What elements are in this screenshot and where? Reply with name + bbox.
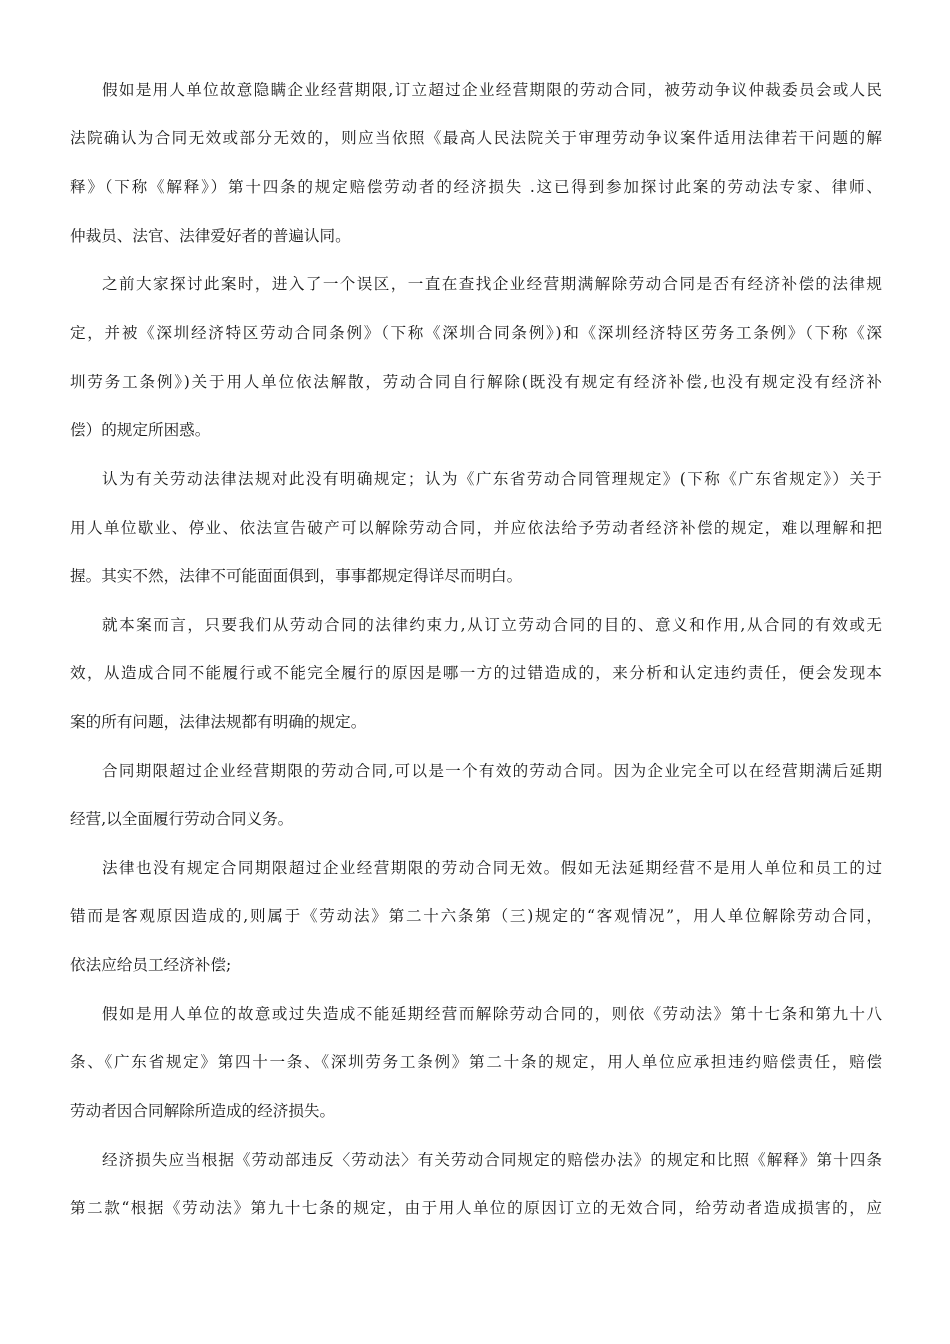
paragraph-line: 圳劳务工条例》)关于用人单位依法解散，劳动合同自行解除(既没有规定有经济补偿,也没有规定没有经济补 xyxy=(70,373,882,391)
paragraph-line: 认为有关劳动法律法规对此没有明确规定；认为《广东省劳动合同管理规定》(下称《广东省规定》）关于 xyxy=(102,470,882,488)
paragraph-line: 错而是客观原因造成的,则属于《劳动法》第二十六条第（三)规定的“客观情况”，用人单位解除劳动合同， xyxy=(70,907,882,925)
paragraph-line: 之前大家探讨此案时，进入了一个误区，一直在查找企业经营期满解除劳动合同是否有经济补偿的法律规 xyxy=(102,275,882,293)
paragraph-line: 依法应给员工经济补偿; xyxy=(70,956,232,974)
paragraph-line: 经济损失应当根据《劳动部违反〈劳动法〉有关劳动合同规定的赔偿办法》的规定和比照《解释》第十四条 xyxy=(102,1151,882,1169)
paragraph-line: 释》（下称《解释》）第十四条的规定赔偿劳动者的经济损失 .这已得到参加探讨此案的劳动法专家、律师、 xyxy=(70,178,882,196)
paragraph-line: 假如是用人单位故意隐瞒企业经营期限,订立超过企业经营期限的劳动合同，被劳动争议仲裁委员会或人民 xyxy=(102,81,882,99)
paragraph-line: 握。其实不然，法律不可能面面俱到，事事都规定得详尽而明白。 xyxy=(70,567,523,585)
paragraph-line: 经营,以全面履行劳动合同义务。 xyxy=(70,810,294,828)
paragraph-line: 仲裁员、法官、法律爱好者的普遍认同。 xyxy=(70,227,351,245)
paragraph-line: 案的所有问题，法律法规都有明确的规定。 xyxy=(70,713,367,731)
paragraph-line: 就本案而言，只要我们从劳动合同的法律约束力,从订立劳动合同的目的、意义和作用,从合同的有效或无 xyxy=(102,616,882,634)
paragraph-line: 法院确认为合同无效或部分无效的，则应当依照《最高人民法院关于审理劳动争议案件适用法律若干问题的解 xyxy=(70,129,882,147)
paragraph-line: 偿）的规定所困惑。 xyxy=(70,421,211,439)
paragraph-line: 第二款“根据《劳动法》第九十七条的规定，由于用人单位的原因订立的无效合同，给劳动者造成损害的，应 xyxy=(70,1199,882,1217)
paragraph-line: 劳动者因合同解除所造成的经济损失。 xyxy=(70,1102,336,1120)
paragraph-line: 合同期限超过企业经营期限的劳动合同,可以是一个有效的劳动合同。因为企业完全可以在经营期满后延期 xyxy=(102,762,882,780)
paragraph-line: 效，从造成合同不能履行或不能完全履行的原因是哪一方的过错造成的，来分析和认定违约责任，便会发现本 xyxy=(70,664,882,682)
paragraph-line: 条、《广东省规定》第四十一条、《深圳劳务工条例》第二十条的规定，用人单位应承担违约赔偿责任，赔偿 xyxy=(70,1053,882,1071)
paragraph-line: 假如是用人单位的故意或过失造成不能延期经营而解除劳动合同的，则依《劳动法》第十七条和第九十八 xyxy=(102,1005,882,1023)
paragraph-line: 用人单位歇业、停业、依法宣告破产可以解除劳动合同，并应依法给予劳动者经济补偿的规定，难以理解和把 xyxy=(70,519,882,537)
paragraph-line: 法律也没有规定合同期限超过企业经营期限的劳动合同无效。假如无法延期经营不是用人单位和员工的过 xyxy=(102,859,882,877)
paragraph-line: 定，并被《深圳经济特区劳动合同条例》（下称《深圳合同条例》)和《深圳经济特区劳务工条例》（下称《深 xyxy=(70,324,882,342)
